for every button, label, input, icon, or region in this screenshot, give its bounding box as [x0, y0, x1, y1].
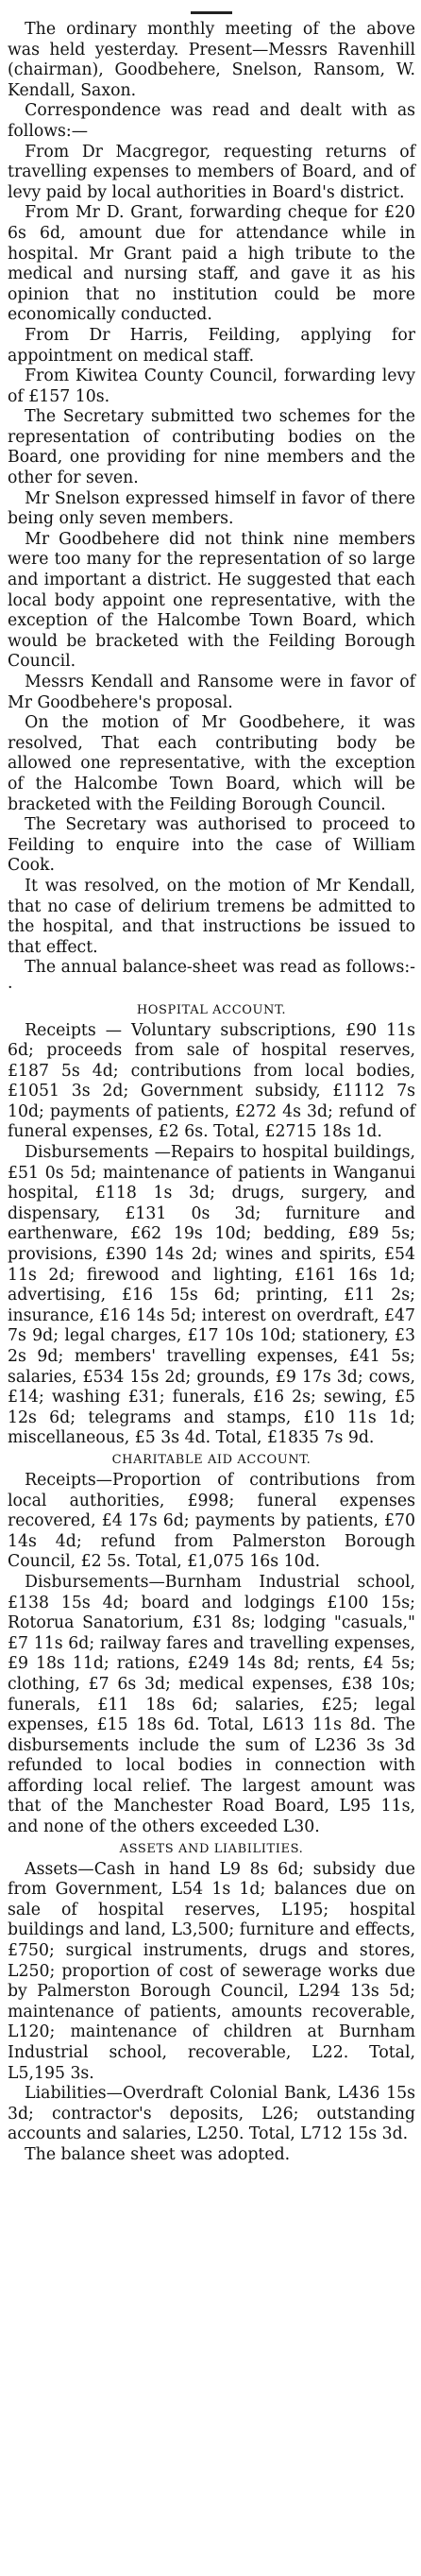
paragraph: The Secretary was authorised to proceed to Feilding to enquire into the case of William Cook. [8, 815, 415, 876]
paragraph: The balance sheet was adopted. [25, 2144, 291, 2164]
paragraph: Mr Snelson expressed himself in favor of there being only seven members. [8, 488, 415, 529]
paragraph: From Kiwitea County Council, forwarding levy of £157 10s. [8, 367, 415, 406]
paragraph: Disbursements—Burnham Industrial school, £138 15s 4d; board and lodgings £100 15s; Rotorua Sanatorium, £31 8s; lodging "casuals," £7 11s 6d; railway fares and travelling expenses, £9 18s 11d; rations, £249 14s 8d; rents, £4 5s; clothing, £7 6s 3d; medical expenses, £38 10s; funerals, £11 18s 6d; salaries, £25; legal expenses, £15 18s 6d. Total, L613 11s 8d. The disbursements include the sum of L236 3s 3d refunded to local bodies in connection with affording local relief. The largest amount was that of the Manchester Road Board, L95 11s, and none of the others exceeded L30. [8, 1572, 415, 1837]
paragraph: Correspondence was read and dealt with as follows:— [8, 101, 415, 141]
paragraph: Messrs Kendall and Ransome were in favor of Mr Goodbehere's proposal. [8, 673, 415, 712]
paragraph: From Mr D. Grant, forwarding cheque for £20 6s 6d, amount due for attendance while in hospital. Mr Grant paid a high tribute to the medical and nursing staff, and gave it as his opinion that no institution could be more economically conducted. [8, 203, 415, 325]
paragraph: Receipts—Proportion of contributions from local authorities, £998; funeral expenses recovered, £4 17s 6d; payments by patients, £70 14s 4d; refund from Palmerston Borough Council, £2 5s. Total, £1,075 16s 10d. [8, 1470, 415, 1572]
paragraph: Mr Goodbehere did not think nine members were too many for the representation of so large and important a district. He suggested that each local body appoint one representative, with the exception of the Halcombe Town Board, which would be bracketed with the Feilding Borough Council. [8, 529, 415, 672]
section-heading-charitable-aid-account: CHARITABLE AID ACCOUNT. [111, 1452, 312, 1467]
paragraph: Assets—Cash in hand L9 8s 6d; subsidy due from Government, L54 1s 1d; balances due on sale of hospital reserves, L195; hospital buildings and land, L3,500; furniture and effects, £750; surgical instruments, drugs and stores, L250; proportion of cost of sewerage works due by Palmerston Borough Council, L294 13s 5d; maintenance of patients, amounts recoverable, L120; maintenance of children at Burnham Industrial school, recoverable, L22. Total, L5,195 3s. [8, 1859, 415, 2083]
paragraph: On the motion of Mr Goodbehere, it was resolved, That each contributing body be allowed one representative, with the exception of the Halcombe Town Board, which will be bracketed with the Feilding Borough Council. [8, 713, 415, 814]
paragraph: Liabilities—Overdraft Colonial Bank, L436 15s 3d; contractor's deposits, L26; outstanding accounts and salaries, L250. Total, L712 15s 3d. [8, 2084, 415, 2144]
paragraph: The Secretary submitted two schemes for the representation of contributing bodies on the Board, one providing for nine members and the other for seven. [8, 407, 415, 488]
paragraph: Receipts — Voluntary subscriptions, £90 11s 6d; proceeds from sale of hospital reserves, £187 5s 4d; contributions from local bodies, £1051 3s 2d; Government subsidy, £1112 7s 10d; payments of patients, £272 4s 3d; refund of funeral expenses, £2 6s. Total, £2715 18s 1d. [8, 1020, 415, 1142]
paragraph: The annual balance-sheet was read as follows:-· [8, 958, 415, 998]
paragraph: From Dr Macgregor, requesting returns of travelling expenses to members of Board, and of levy paid by local authorities in Board's district. [8, 142, 415, 202]
column-rule [191, 11, 232, 14]
section-heading-assets-and-liabilities: ASSETS AND LIABILITIES. [119, 1841, 304, 1856]
paragraph: From Dr Harris, Feilding, applying for appointment on medical staff. [8, 325, 415, 366]
paragraph: Disbursements —Repairs to hospital buildings, £51 0s 5d; maintenance of patients in Wanganui hospital, £118 1s 3d; drugs, surgery, and dispensary, £131 0s 3d; furniture and earthenware, £62 19s 10d; bedding, £89 5s; provisions, £390 14s 2d; wines and spirits, £54 11s 2d; firewood and lighting, £161 16s 1d; advertising, £16 15s 6d; printing, £11 2s; insurance, £16 14s 5d; interest on overdraft, £47 7s 9d; legal charges, £17 10s 10d; stationery, £3 2s 9d; members' travelling expenses, £41 5s; salaries, £534 15s 2d; grounds, £9 17s 3d; cows, £14; washing £31; funerals, £16 2s; sewing, £5 12s 6d; telegrams and stamps, £10 11s 1d; miscellaneous, £5 3s 4d. Total, £1835 7s 9d. [8, 1143, 415, 1448]
paragraph: The ordinary monthly meeting of the above was held yesterday. Present—Messrs Ravenhill (chairman), Goodbehere, Snelson, Ransom, W. Kendall, Saxon. [8, 20, 415, 100]
section-heading-hospital-account: HOSPITAL ACCOUNT. [136, 1002, 287, 1017]
paragraph: It was resolved, on the motion of Mr Kendall, that no case of delirium tremens be admitted to the hospital, and that instructions be issued to that effect. [8, 876, 415, 957]
